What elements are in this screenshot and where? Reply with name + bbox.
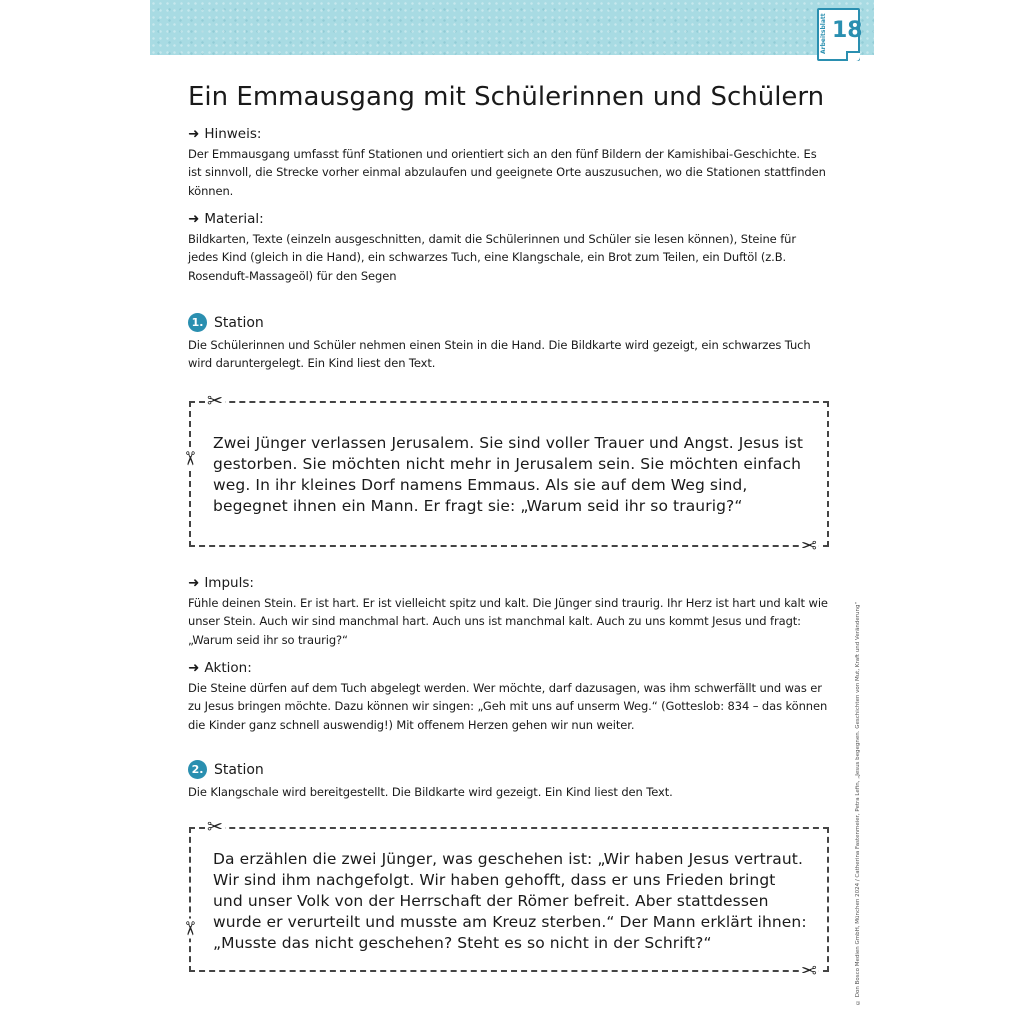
station-2-intro: Die Klangschale wird bereitgestellt. Die Bildkarte wird gezeigt. Ein Kind liest den Text.: [188, 785, 673, 799]
hinweis-text: Der Emmausgang umfasst fünf Stationen und orientiert sich an den fünf Bildern der Kamishibai-Geschichte. Es ist sinnvoll, die Strecke vorher einmal abzulaufen und geeignete Orte auszusuchen, wo die Stationen stattfinden können.: [188, 147, 826, 198]
station-2-intro-section: [188, 783, 828, 801]
station-1-cutout-text: Zwei Jünger verlassen Jerusalem. Sie sind voller Trauer und Angst. Jesus ist gestorben. Sie möchten nicht mehr in Jerusalem sein. Sie möchten einfach weg. In ihr kleines Dorf namens Emmaus. Als sie auf dem Weg sind, begegnet ihnen ein Mann. Er fragt sie: „Warum seid ihr so traurig?“: [213, 434, 804, 515]
arrow-right-icon: ➜: [188, 575, 200, 591]
arrow-right-icon: ➜: [188, 660, 200, 676]
aktion-label: Aktion:: [204, 660, 252, 676]
station-2-number-badge: 2.: [188, 760, 207, 779]
station-2-cutout-text: Da erzählen die zwei Jünger, was geschehen ist: „Wir haben Jesus vertraut. Wir sind ihm nachgefolgt. Wir haben gehofft, dass er uns Frieden bringt und unser Volk von der Herrschaft der Römer befreit. Aber stattdessen wurde er verurteilt und musste am Kreuz sterben.“ Der Mann erklärt ihnen: „Musste das nicht geschehen? Steht es so nicht in der Schrift?“: [213, 850, 807, 952]
arrow-right-icon: ➜: [188, 211, 200, 227]
material-label: Material:: [204, 211, 264, 227]
material-heading: [188, 210, 828, 228]
material-section: [188, 210, 828, 285]
station-1-cutout-box: [178, 390, 829, 557]
station-1-label: Station: [214, 314, 264, 331]
station-2-label: Station: [214, 761, 264, 778]
arrow-right-icon: ➜: [188, 126, 200, 142]
scissors-icon: ✂: [801, 960, 817, 982]
worksheet-number: 18: [832, 18, 863, 43]
impuls-section: [188, 574, 828, 649]
page-curl-decoration: [846, 51, 860, 61]
scissors-icon: ✂: [178, 920, 201, 937]
scissors-icon: ✂: [207, 816, 223, 838]
copyright-notice: © Don Bosco Medien GmbH, München 2024 / Catherina Fastenmeier, Petra Lefin, „Jesus begegnen. Geschichten von Mut, Kraft und Veränderung“: [855, 601, 861, 1005]
worksheet-badge: [817, 8, 863, 61]
aktion-text: Die Steine dürfen auf dem Tuch abgelegt werden. Wer möchte, darf dazusagen, was ihm schwerfällt und was er zu Jesus bringen möchte. Dazu können wir singen: „Geh mit uns auf unserm Weg.“ (Gotteslob: 834 – das können die Kinder ganz schnell auswendig!) Mit offenem Herzen gehen wir nun weiter.: [188, 681, 828, 732]
page-title: Ein Emmausgang mit Schülerinnen und Schülern: [188, 82, 825, 112]
station-1-number-badge: 1.: [188, 313, 207, 332]
impuls-heading: [188, 574, 828, 592]
scissors-icon: ✂: [801, 535, 817, 557]
station-1-heading: [188, 313, 264, 332]
hinweis-label: Hinweis:: [204, 126, 262, 142]
station-1-intro-section: [188, 336, 828, 373]
aktion-section: [188, 659, 828, 734]
hinweis-heading: [188, 125, 828, 143]
station-2-heading: [188, 760, 264, 779]
station-1-intro: Die Schülerinnen und Schüler nehmen einen Stein in die Hand. Die Bildkarte wird gezeigt, ein schwarzes Tuch wird daruntergelegt. Ein Kind liest den Text.: [188, 338, 811, 371]
hinweis-section: [188, 125, 828, 200]
header-band: [150, 0, 874, 55]
worksheet-badge-label: Arbeitsblatt: [820, 13, 827, 54]
material-text: Bildkarten, Texte (einzeln ausgeschnitten, damit die Schülerinnen und Schüler sie lesen können), Steine für jedes Kind (gleich in die Hand), ein schwarzes Tuch, eine Klangschale, ein Brot zum Teilen, ein Duftöl (z.B. Rosenduft-Massageöl) für den Segen: [188, 232, 796, 283]
scissors-icon: ✂: [207, 390, 223, 412]
scissors-icon: ✂: [178, 450, 201, 467]
station-2-cutout-box: [178, 816, 829, 982]
impuls-text: Fühle deinen Stein. Er ist hart. Er ist vielleicht spitz und kalt. Die Jünger sind traurig. Ihr Herz ist hart und kalt wie unser Stein. Auch wir sind manchmal hart. Auch uns ist manchmal kalt. Auch zu uns kommt Jesus und fragt: „Warum seid ihr so traurig?“: [188, 596, 828, 647]
impuls-label: Impuls:: [204, 575, 254, 591]
aktion-heading: [188, 659, 828, 677]
